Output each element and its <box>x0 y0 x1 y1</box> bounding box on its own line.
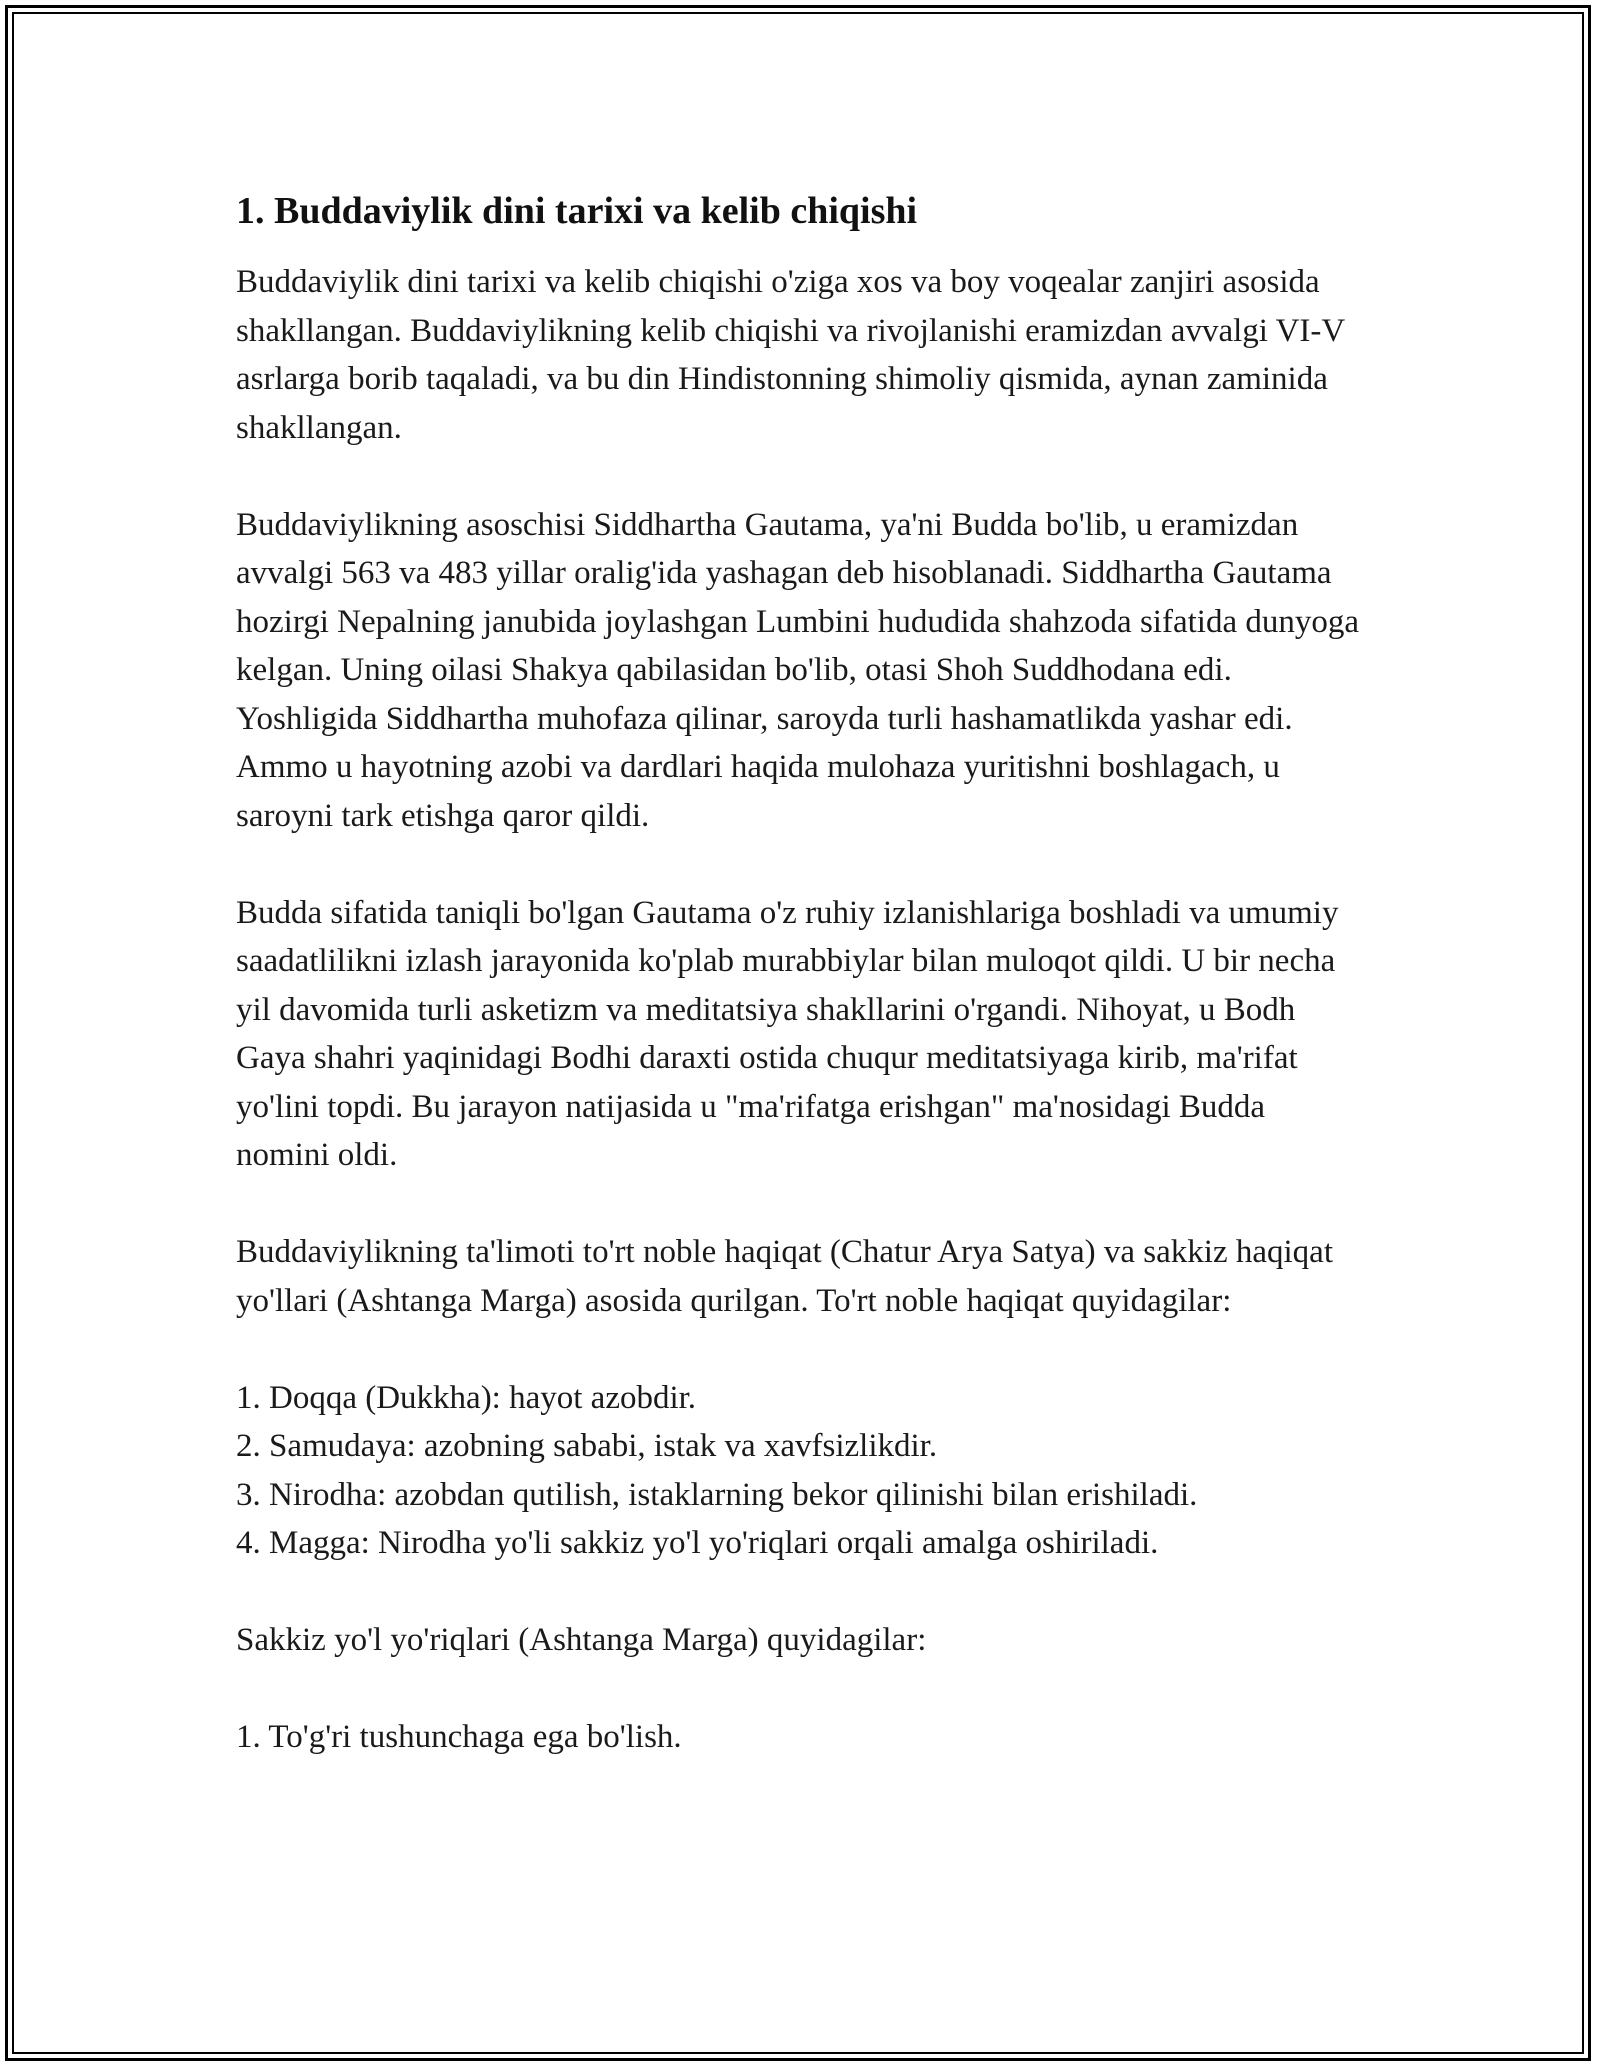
list-item: 1. Doqqa (Dukkha): hayot azobdir. <box>236 1379 697 1416</box>
section-title: 1. Buddaviylik dini tarixi va kelib chiqishi <box>236 190 918 232</box>
list-item: 1. To'g'ri tushunchaga ega bo'lish. <box>236 1719 682 1755</box>
paragraph-founder: Buddaviylikning asoschisi Siddhartha Gautama, ya'ni Budda bo'lib, u eramizdan avvalgi 563 va 483 yillar oralig'ida yashagan deb hisoblanadi. Siddhartha Gautama hozirgi Nepalning janubida joylashgan Lumbini hududida shahzoda sifatida dunyoga kelgan. Uning oilasi Shakya qabilasidan bo'lib, otasi Shoh Suddhodana edi. Yoshligida Siddhartha muhofaza qilinar, saroyda turli hashamatlikda yashar edi. Ammo u hayotning azobi va dardlari haqida mulohaza yuritishni boshlagach, u saroyni tark etishga qaror qildi. <box>236 506 1359 834</box>
eightfold-path-list <box>236 1713 1366 1762</box>
list-item: 4. Magga: Nirodha yo'li sakkiz yo'l yo'riqlari orqali amalga oshiriladi. <box>236 1525 1159 1561</box>
noble-truths-list <box>236 1374 1366 1568</box>
list-item: 2. Samudaya: azobning sababi, istak va xavfsizlikdir. <box>236 1428 938 1464</box>
list-item: 3. Nirodha: azobdan qutilish, istaklarning bekor qilinishi bilan erishiladi. <box>236 1476 1198 1513</box>
paragraph-enlightenment: Budda sifatida taniqli bo'lgan Gautama o'z ruhiy izlanishlariga boshladi va umumiy saadatlilikni izlash jarayonida ko'plab murabbiylar bilan muloqot qildi. U bir necha yil davomida turli asketizm va meditatsiya shakllarini o'rgandi. Nihoyat, u Bodh Gaya shahri yaqinidagi Bodhi daraxti ostida chuqur meditatsiyaga kirib, ma'rifat yo'lini topdi. Bu jarayon natijasida u "ma'rifatga erishgan" ma'nosidagi Budda nomini oldi. <box>236 894 1339 1173</box>
document-body <box>236 186 1366 1810</box>
paragraph-teachings: Buddaviylikning ta'limoti to'rt noble haqiqat (Chatur Arya Satya) va sakkiz haqiqat yo'llari (Ashtanga Marga) asosida qurilgan. To'rt noble haqiqat quyidagilar: <box>236 1234 1333 1319</box>
paragraph-eightfold-intro: Sakkiz yo'l yo'riqlari (Ashtanga Marga) quyidagilar: <box>236 1622 927 1658</box>
paragraph-intro: Buddaviylik dini tarixi va kelib chiqishi o'ziga xos va boy voqealar zanjiri asosida shakllangan. Buddaviylikning kelib chiqishi va rivojlanishi eramizdan avvalgi VI-V asrlarga borib taqaladi, va bu din Hindistonning shimoliy qismida, aynan zaminida shakllangan. <box>236 264 1345 446</box>
